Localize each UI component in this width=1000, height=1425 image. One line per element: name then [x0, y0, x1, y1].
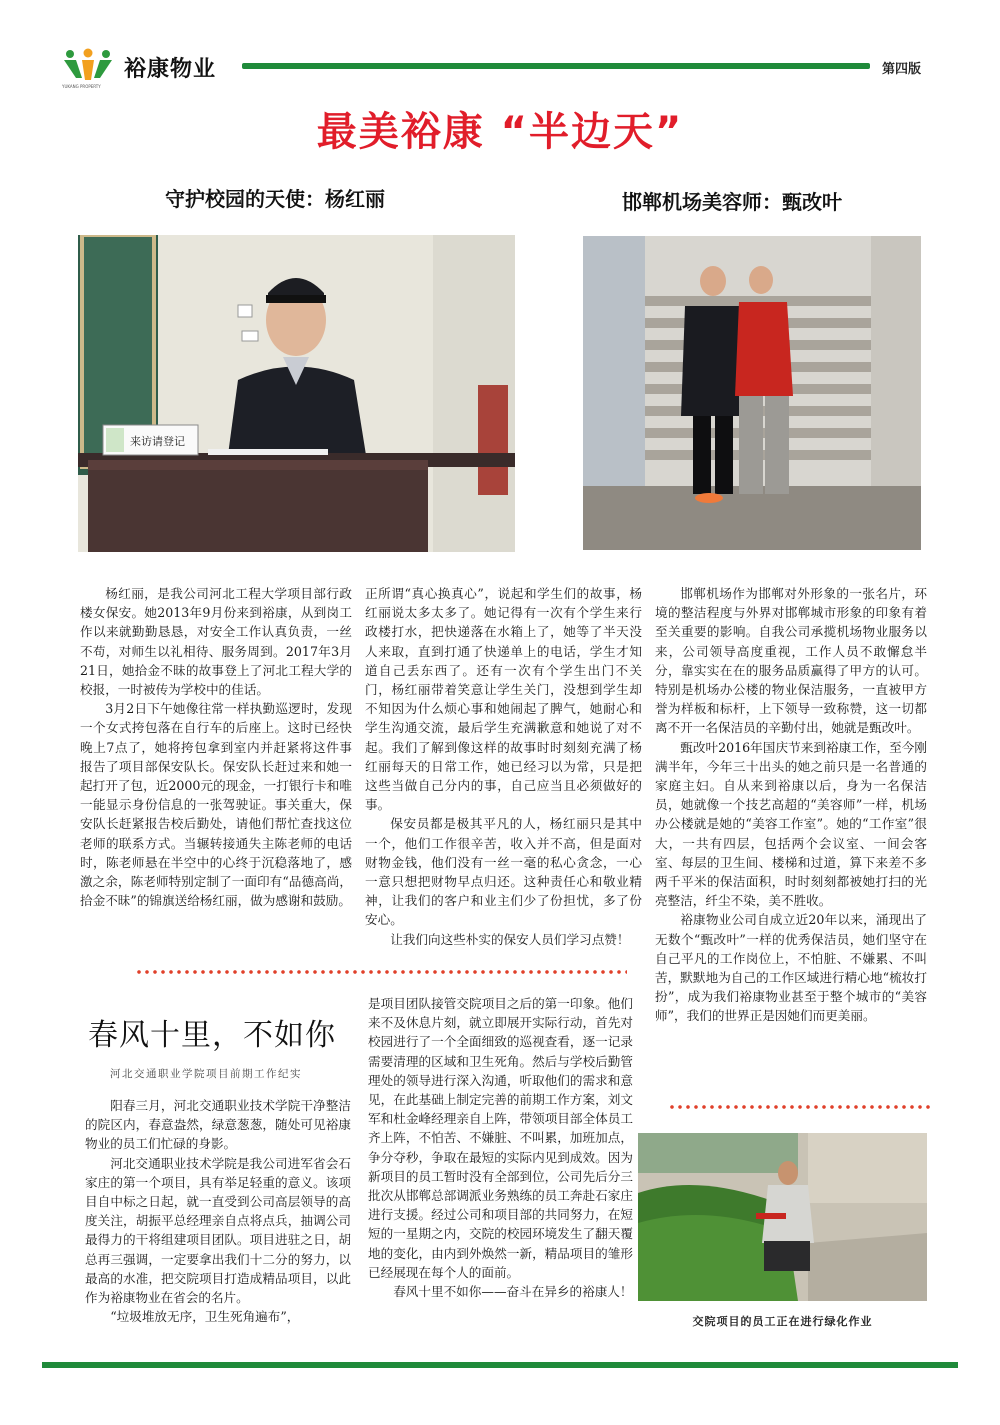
paragraph: 河北交通职业技术学院是我公司进军省会石家庄的第一个项目，具有举足轻重的意义。该项目自中标之日起，就一直受到公司高层领导的高度关注，胡振平总经理亲自点将点兵，抽调公司最得力的干将组建项目团队。项目进驻之日，胡总再三强调，一定要拿出我们十二分的努力，以最高的水准，把交院项目打造成精品项目，以此作为裕康物业在省会的名片。	[85, 1155, 351, 1306]
header-rule	[242, 63, 870, 69]
paragraph: 裕康物业公司自成立近20年以来，涌现出了无数个“甄改叶”一样的优秀保洁员，她们坚守在自己平凡的工作岗位上，不怕脏、不嫌累、不叫苦，默默地为自己的工作区域进行精心地“梳妆打扮”，成为我们裕康物业甚至于整个城市的“美容师”，我们的世界正是因她们而更美丽。	[655, 912, 927, 1024]
main-title: 最美裕康 “半边天”	[316, 109, 684, 155]
paragraph: 让我们向这些朴实的保安人员们学习点赞！	[390, 931, 630, 947]
brand-name: 裕康物业	[124, 57, 217, 82]
security-guard-photo	[78, 235, 515, 552]
left-story-column-1	[80, 584, 352, 910]
dotted-separator	[135, 969, 627, 975]
paragraph: 3月2日下午她像往常一样执勤巡逻时，发现一个女式挎包落在自行车的后座上。这时已经快晚上7点了，她将挎包拿到室内并赶紧将这件事报告了项目部保安队长。保安队长赶过来和她一起打开了包，近2000元的现金，一打银行卡和唯一能显示身份信息的一张驾驶证。事关重大，保安队长赶紧报告校后勤处，请他们帮忙查找这位老师的联系方式。当辗转接通失主陈老师的电话时，陈老师悬在半空中的心终于沉稳落地了，感激之余，陈老师特别定制了一面印有“品德高尚，拾金不昧”的锦旗送给杨红丽，做为感谢和鼓励。	[80, 701, 352, 909]
edition-label: 第四版	[882, 62, 922, 77]
brand-sub: YUKANG PROPERTY	[62, 84, 101, 89]
gardening-worker-photo	[638, 1133, 927, 1301]
airport-staff-photo	[583, 236, 921, 550]
bottom-story-column-2	[368, 994, 633, 1301]
bottom-story-subtitle: 河北交通职业学院项目前期工作纪实	[110, 1068, 302, 1080]
paragraph: 春风十里不如你——奋斗在异乡的裕康人！	[393, 1284, 633, 1300]
bottom-story-title: 春风十里，不如你	[88, 1018, 336, 1053]
left-story-title: 守护校园的天使：杨红丽	[165, 187, 385, 211]
visitor-sign-text: 来访请登记	[130, 435, 185, 448]
paragraph: 是项目团队接管交院项目之后的第一印象。他们来不及休息片刻，就立即展开实际行动，首先对校园进行了一个全面细致的巡视查看，逐一记录需要清理的区域和卫生死角。然后与学校后勤管理处的领导进行深入沟通，听取他们的需求和意见，在此基础上制定完善的前期工作方案，刘文军和杜金峰经理亲自上阵，带领项目部全体员工齐上阵，不怕苦、不嫌脏、不叫累，加班加点，争分夺秒，争取在最短的实际内见到成效。因为新项目的员工暂时没有全部到位，公司先后分三批次从邯郸总部调派业务熟练的员工奔赴石家庄进行支援。经过公司和项目部的共同努力，在短短的一星期之内，交院的校园环境发生了翻天覆地的变化，由内到外焕然一新，精品项目的雏形已经展现在每个人的面前。	[368, 996, 633, 1280]
paragraph: 杨红丽，是我公司河北工程大学项目部行政楼女保安。她2013年9月份来到裕康，从到岗工作以来就勤勤恳恳，对安全工作认真负责，一丝不苟，对师生以礼相待、服务周到。2017年3月21日，她拾金不昧的故事登上了河北工程大学的校报，一时被传为学校中的佳话。	[80, 586, 352, 698]
paragraph: 阳春三月，河北交通职业技术学院干净整洁的院区内，春意盎然，绿意葱葱，随处可见裕康物业的员工们忙碌的身影。	[85, 1098, 351, 1152]
right-story-column	[655, 584, 927, 1026]
footer-rule	[42, 1362, 958, 1368]
bottom-story-column-1	[85, 1096, 351, 1326]
right-story-title: 邯郸机场美容师：甄改叶	[622, 190, 842, 214]
photo-caption: 交院项目的员工正在进行绿化作业	[692, 1315, 873, 1328]
paragraph: 保安员都是极其平凡的人，杨红丽只是其中一个，他们工作很辛苦，收入并不高，但是面对财物金钱，他们没有一丝一毫的私心贪念，一心一意只想把财物早点归还。这种责任心和敬业精神，让我们的客户和业主们少了份担忧，多了份安心。	[365, 816, 642, 928]
paragraph: 正所谓“真心换真心”，说起和学生们的故事，杨红丽说太多太多了。她记得有一次有个学生来行政楼打水，把快递落在水箱上了，她等了半天没人来取，直到打通了快递单上的电话，学生才知道自己丢东西了。还有一次有个学生出门不关门，杨红丽带着笑意让学生关门，没想到学生却不知因为什么烦心事和她闹起了脾气，她耐心和学生沟通交流，最后学生充满歉意和她说了对不起。我们了解到像这样的故事时时刻刻充满了杨红丽每天的日常工作，她已经习以为常，只是把这些当做自己分内的事，自己应当且必须做好的事。	[365, 586, 642, 813]
yukang-logo-icon	[62, 48, 114, 82]
paragraph: “垃圾堆放无序，卫生死角遍布”，	[110, 1309, 300, 1325]
paragraph: 邯郸机场作为邯郸对外形象的一张名片，环境的整洁程度与外界对邯郸城市形象的印象有着至关重要的影响。自我公司承揽机场物业服务以来，公司领导高度重视，工作人员不敢懈怠半分，靠实实在在的服务品质赢得了甲方的认可。特别是机场办公楼的物业保洁服务，一直被甲方誉为样板和标杆，上下领导一致称赞，这一切都离不开一名保洁员的辛勤付出，她就是甄改叶。	[655, 586, 927, 736]
paragraph: 甄改叶2016年国庆节来到裕康工作，至今刚满半年，今年三十出头的她之前只是一名普通的家庭主妇。自从来到裕康以后，身为一名保洁员，她就像一个技艺高超的“美容师”一样，机场办公楼就是她的“美容工作室”。她的“工作室”很大，一共有四层，包括两个会议室、一间会客室、每层的卫生间、楼梯和过道，算下来差不多两千平米的保洁面积，时时刻刻都被她打扫的光亮整洁，纤尘不染，美不胜收。	[655, 739, 927, 909]
left-story-column-2	[365, 584, 642, 949]
dotted-separator	[668, 1104, 930, 1110]
